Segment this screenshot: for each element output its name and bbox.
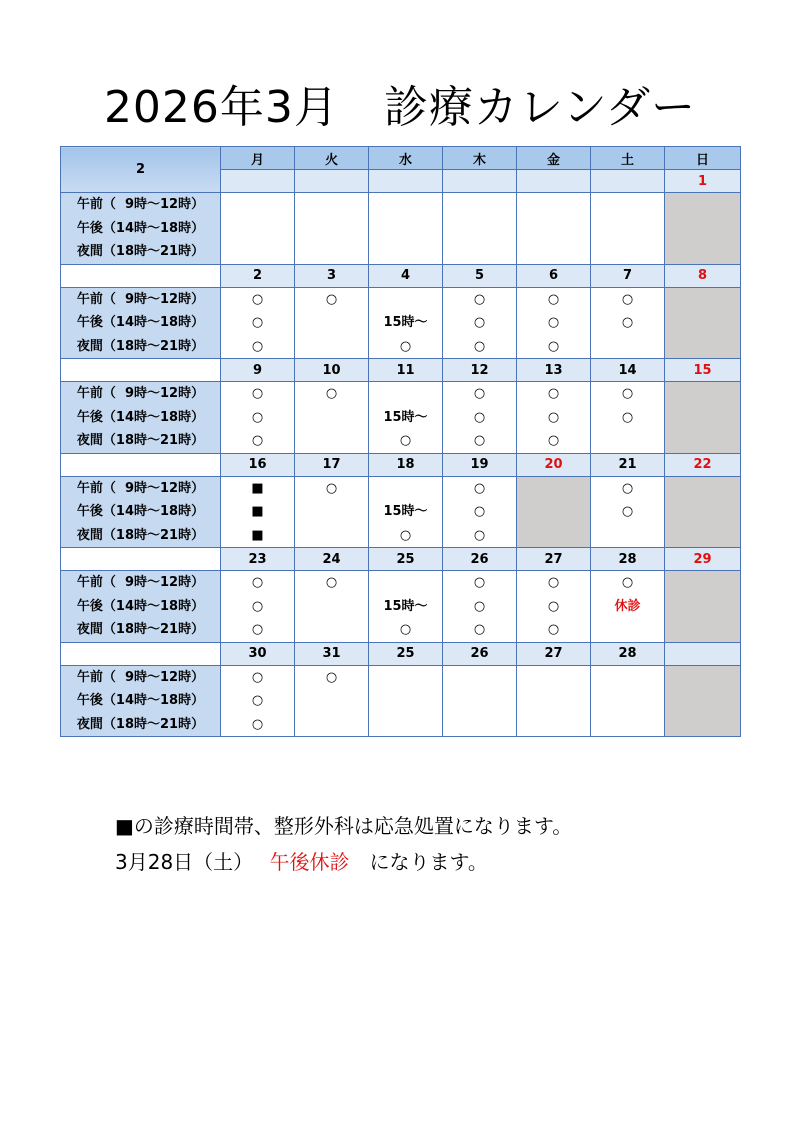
slot-mark — [295, 240, 368, 264]
day-number — [517, 170, 591, 193]
period-labels — [61, 571, 221, 643]
day-slots-cell — [295, 571, 369, 643]
period-label: 夜間（18時～21時） — [76, 622, 205, 637]
slot-mark: ○ — [547, 386, 560, 401]
emergency-mark: ■ — [251, 504, 264, 519]
day-slots-cell — [369, 287, 443, 359]
slot-mark — [295, 429, 368, 453]
day-number — [591, 170, 665, 193]
slot-mark: ○ — [399, 338, 412, 354]
day-number: 25 — [369, 548, 443, 571]
day-number-row — [61, 453, 741, 476]
slot-mark: ○ — [473, 598, 486, 614]
day-number: 29 — [665, 548, 741, 571]
slot-mark: ○ — [251, 315, 264, 330]
slot-mark — [517, 689, 590, 713]
slot-mark: ○ — [473, 291, 486, 307]
day-number — [295, 170, 369, 193]
day-slots-cell — [369, 665, 443, 737]
slot-mark: ○ — [399, 433, 412, 448]
closed-day-cell — [665, 382, 741, 454]
row-spacer — [61, 359, 221, 382]
slot-mark: ○ — [399, 527, 412, 543]
day-number — [443, 170, 517, 193]
note-line-2-prefix: 3月28日（土） — [115, 850, 270, 874]
slot-mark — [369, 689, 442, 713]
day-slots-cell — [591, 665, 665, 737]
slot-mark — [369, 193, 442, 217]
slot-mark — [369, 571, 442, 595]
slot-mark: ○ — [547, 575, 560, 590]
weekday-sun: 日 — [665, 147, 741, 170]
slot-mark: 15時～ — [383, 504, 428, 519]
slot-mark — [591, 240, 664, 264]
row-spacer — [61, 548, 221, 571]
day-number: 6 — [517, 264, 591, 287]
period-label: 午前（ 9時～12時） — [76, 386, 205, 401]
day-number: 5 — [443, 264, 517, 287]
day-number: 27 — [517, 642, 591, 665]
slot-mark: ○ — [251, 598, 264, 614]
period-label: 午前（ 9時～12時） — [76, 669, 205, 685]
day-slots-cell — [369, 382, 443, 454]
slot-mark: ○ — [251, 338, 264, 354]
note-line-1: ■の診療時間帯、整形外科は応急処置になります。 — [115, 814, 573, 838]
day-number: 9 — [221, 359, 295, 382]
day-slots-cell — [295, 382, 369, 454]
period-label: 午前（ 9時～12時） — [76, 197, 205, 212]
slot-mark — [369, 217, 442, 241]
day-number-row — [61, 642, 741, 665]
period-label: 夜間（18時～21時） — [76, 433, 205, 448]
weekday-thu: 木 — [443, 147, 517, 170]
period-labels — [61, 476, 221, 548]
period-label: 午後（14時～18時） — [76, 315, 205, 330]
slot-mark — [295, 524, 368, 548]
slot-mark: ○ — [621, 575, 634, 590]
day-number: 2 — [221, 264, 295, 287]
slot-mark — [295, 406, 368, 430]
weekday-mon: 月 — [221, 147, 295, 170]
day-number: 7 — [591, 264, 665, 287]
slot-mark: 15時～ — [383, 598, 428, 614]
slot-mark: 15時～ — [383, 315, 428, 330]
slot-mark — [517, 713, 590, 737]
slot-mark — [295, 217, 368, 241]
row-spacer — [61, 264, 221, 287]
slot-mark — [221, 240, 294, 264]
day-slots-cell — [591, 287, 665, 359]
day-slots-cell — [295, 476, 369, 548]
slot-mark — [369, 240, 442, 264]
day-slots-cell — [443, 665, 517, 737]
slot-mark: ○ — [621, 480, 634, 496]
period-label: 夜間（18時～21時） — [76, 244, 205, 259]
day-slots-cell — [221, 382, 295, 454]
day-number: 4 — [369, 264, 443, 287]
slot-mark: ○ — [251, 693, 264, 708]
slot-mark: ○ — [547, 433, 560, 448]
day-number-row — [61, 359, 741, 382]
period-labels — [61, 287, 221, 359]
day-slots-cell — [591, 571, 665, 643]
slot-mark — [443, 217, 516, 241]
day-slots-cell — [517, 193, 591, 265]
slot-mark: ○ — [251, 409, 264, 425]
day-number — [221, 170, 295, 193]
slot-mark: ○ — [251, 433, 264, 448]
slot-mark: ○ — [473, 575, 486, 590]
slot-mark: ○ — [547, 598, 560, 614]
slot-mark: ○ — [473, 527, 486, 543]
day-slots-cell — [221, 476, 295, 548]
day-slots-cell — [591, 382, 665, 454]
slot-mark — [295, 713, 368, 737]
period-labels — [61, 382, 221, 454]
closed-day-cell — [665, 476, 741, 548]
day-slots-cell — [221, 193, 295, 265]
slot-mark — [369, 382, 442, 406]
day-slots-cell — [517, 382, 591, 454]
slot-mark: ○ — [325, 291, 338, 307]
day-slots-cell — [443, 287, 517, 359]
day-slots-cell — [295, 287, 369, 359]
slots-row — [61, 382, 741, 454]
closed-day-cell — [665, 571, 741, 643]
slot-mark: ○ — [325, 386, 338, 401]
day-number: 23 — [221, 548, 295, 571]
period-label: 夜間（18時～21時） — [76, 716, 205, 732]
day-number: 26 — [443, 642, 517, 665]
slot-mark — [591, 217, 664, 241]
note-line-2-highlight: 午後休診 — [269, 850, 350, 874]
slot-mark — [443, 666, 516, 690]
slot-mark: ○ — [473, 386, 486, 401]
day-number-row — [61, 548, 741, 571]
slot-mark — [591, 335, 664, 359]
slot-mark: ○ — [473, 433, 486, 448]
slot-mark — [295, 595, 368, 619]
period-label: 午前（ 9時～12時） — [76, 291, 205, 307]
slot-mark — [443, 689, 516, 713]
day-number — [665, 642, 741, 665]
emergency-mark: ■ — [251, 480, 264, 496]
slot-mark — [591, 689, 664, 713]
emergency-mark: ■ — [251, 527, 264, 543]
slot-mark: ○ — [325, 669, 338, 685]
day-number: 24 — [295, 548, 369, 571]
day-slots-cell — [221, 287, 295, 359]
slots-row — [61, 665, 741, 737]
closed-day-cell — [665, 287, 741, 359]
period-label: 夜間（18時～21時） — [76, 338, 205, 354]
day-number: 30 — [221, 642, 295, 665]
slot-mark: ○ — [547, 315, 560, 330]
period-label: 夜間（18時～21時） — [76, 527, 205, 543]
slot-mark: ○ — [251, 575, 264, 590]
day-number: 18 — [369, 453, 443, 476]
slot-mark: ○ — [325, 575, 338, 590]
day-slots-cell — [295, 193, 369, 265]
slot-mark: ○ — [325, 480, 338, 496]
day-number: 21 — [591, 453, 665, 476]
slots-row — [61, 287, 741, 359]
day-slots-cell — [517, 287, 591, 359]
closed-day-cell — [665, 193, 741, 265]
closed-day-cell — [665, 665, 741, 737]
day-number: 11 — [369, 359, 443, 382]
day-slots-cell — [443, 382, 517, 454]
slot-mark — [295, 311, 368, 335]
day-slots-cell — [517, 665, 591, 737]
prev-month-label: 2 — [61, 147, 221, 193]
slot-mark — [295, 335, 368, 359]
slot-mark — [591, 618, 664, 642]
day-number: 27 — [517, 548, 591, 571]
day-slots-cell — [443, 193, 517, 265]
slot-mark: ○ — [547, 622, 560, 637]
slots-row — [61, 476, 741, 548]
day-slots-cell — [369, 193, 443, 265]
day-number: 31 — [295, 642, 369, 665]
day-slots-cell — [369, 571, 443, 643]
slot-mark — [369, 477, 442, 501]
day-slots-cell — [443, 571, 517, 643]
slot-mark — [443, 240, 516, 264]
slot-mark — [295, 689, 368, 713]
slot-mark — [221, 193, 294, 217]
slot-mark — [517, 240, 590, 264]
slot-mark: ○ — [621, 291, 634, 307]
day-slots-cell — [221, 571, 295, 643]
period-labels — [61, 665, 221, 737]
slot-mark: ○ — [473, 504, 486, 519]
day-slots-cell — [221, 665, 295, 737]
slots-row — [61, 571, 741, 643]
day-number: 8 — [665, 264, 741, 287]
day-number: 28 — [591, 548, 665, 571]
weekday-tue: 火 — [295, 147, 369, 170]
slot-mark: ○ — [251, 622, 264, 637]
slot-mark — [517, 666, 590, 690]
day-number: 22 — [665, 453, 741, 476]
slot-mark: ○ — [473, 338, 486, 354]
slot-mark: ○ — [547, 338, 560, 354]
slot-mark: 15時～ — [383, 409, 428, 425]
day-number: 15 — [665, 359, 741, 382]
slot-mark: ○ — [399, 622, 412, 637]
day-number: 25 — [369, 642, 443, 665]
day-number: 10 — [295, 359, 369, 382]
period-label: 午後（14時～18時） — [76, 598, 205, 614]
day-number: 20 — [517, 453, 591, 476]
day-slots-cell — [591, 476, 665, 548]
slot-mark — [295, 500, 368, 524]
slot-mark: ○ — [473, 480, 486, 496]
period-label: 午前（ 9時～12時） — [76, 480, 205, 496]
day-number: 28 — [591, 642, 665, 665]
slot-mark — [443, 193, 516, 217]
slot-mark: ○ — [473, 409, 486, 425]
slot-mark — [369, 288, 442, 312]
slot-mark: ○ — [547, 409, 560, 425]
weekday-header-row — [61, 147, 741, 170]
period-label: 午後（14時～18時） — [76, 409, 205, 425]
day-number: 16 — [221, 453, 295, 476]
page-title: 2026年3月 診療カレンダー — [103, 82, 697, 133]
note-line-2-suffix: になります。 — [349, 850, 488, 874]
slot-mark — [369, 713, 442, 737]
day-number: 13 — [517, 359, 591, 382]
day-slots-cell — [591, 193, 665, 265]
slot-mark: ○ — [473, 622, 486, 637]
row-spacer — [61, 453, 221, 476]
slots-row — [61, 193, 741, 265]
day-number — [369, 170, 443, 193]
day-slots-cell — [443, 476, 517, 548]
day-number: 12 — [443, 359, 517, 382]
period-labels — [61, 193, 221, 265]
slot-mark — [591, 524, 664, 548]
period-label: 午後（14時～18時） — [76, 220, 205, 236]
calendar-table — [60, 146, 741, 737]
slot-mark: ○ — [251, 291, 264, 307]
slot-mark — [517, 193, 590, 217]
slot-mark: ○ — [621, 386, 634, 401]
day-number: 14 — [591, 359, 665, 382]
slot-mark — [591, 193, 664, 217]
slot-mark — [443, 713, 516, 737]
slot-mark: ○ — [251, 669, 264, 685]
notes — [115, 808, 572, 880]
slot-mark: ○ — [251, 716, 264, 732]
period-label: 午後（14時～18時） — [76, 504, 205, 519]
slot-mark: ○ — [547, 291, 560, 307]
day-number: 3 — [295, 264, 369, 287]
slot-mark — [591, 666, 664, 690]
day-slots-cell — [369, 476, 443, 548]
slot-mark — [295, 193, 368, 217]
slot-mark — [295, 618, 368, 642]
slot-mark: ○ — [251, 386, 264, 401]
day-number: 17 — [295, 453, 369, 476]
weekday-fri: 金 — [517, 147, 591, 170]
period-label: 午前（ 9時～12時） — [76, 575, 205, 590]
period-label: 午後（14時～18時） — [76, 693, 205, 708]
slot-mark — [221, 217, 294, 241]
note-line-2 — [115, 844, 572, 880]
closed-label: 休診 — [614, 598, 641, 614]
day-slots-cell — [517, 571, 591, 643]
slot-mark: ○ — [621, 315, 634, 330]
day-number: 19 — [443, 453, 517, 476]
slot-mark: ○ — [621, 409, 634, 425]
slot-mark — [591, 713, 664, 737]
day-number: 26 — [443, 548, 517, 571]
slot-mark: ○ — [473, 315, 486, 330]
day-number-row — [61, 264, 741, 287]
closed-day-cell — [517, 476, 591, 548]
weekday-sat: 土 — [591, 147, 665, 170]
weekday-wed: 水 — [369, 147, 443, 170]
day-number: 1 — [665, 170, 741, 193]
slot-mark: ○ — [621, 504, 634, 519]
slot-mark — [591, 429, 664, 453]
slot-mark — [369, 666, 442, 690]
day-slots-cell — [295, 665, 369, 737]
slot-mark — [517, 217, 590, 241]
row-spacer — [61, 642, 221, 665]
